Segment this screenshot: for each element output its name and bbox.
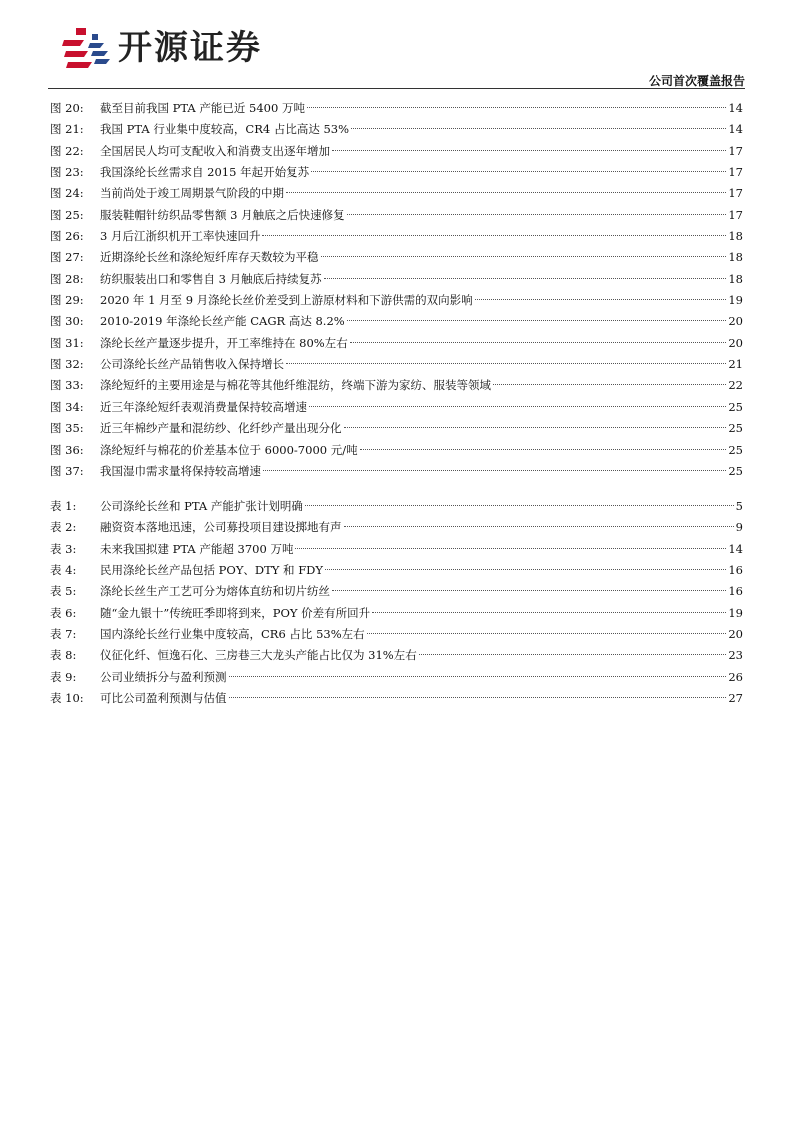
figure-entry-label: 图 21: <box>50 122 84 137</box>
table-entry-page: 23 <box>728 648 743 663</box>
figure-entry-label: 图 23: <box>50 165 84 180</box>
figure-entry-title: 服装鞋帽针纺织品零售额 3 月触底之后快速修复 <box>100 207 345 222</box>
figure-entry[interactable] <box>50 290 743 311</box>
dot-leader <box>229 697 727 698</box>
figure-entry-label: 图 20: <box>50 101 84 115</box>
dot-leader <box>307 107 726 108</box>
dot-leader <box>311 171 726 172</box>
figure-entry-page: 21 <box>728 357 743 372</box>
figure-entry-label: 图 37: <box>50 463 84 478</box>
figure-entry-page: 20 <box>728 314 743 329</box>
table-entry[interactable] <box>50 560 743 581</box>
figure-entry[interactable] <box>50 205 743 226</box>
dot-leader <box>332 590 726 591</box>
table-entry-title: 融资资本落地迅速，公司募投项目建设掷地有声 <box>100 520 342 535</box>
figure-entry-title: 我国涤纶长丝需求自 2015 年起开始复苏 <box>100 165 310 180</box>
figure-entry-label: 图 33: <box>50 378 84 393</box>
dot-leader <box>332 150 726 151</box>
dot-leader <box>324 278 727 279</box>
table-entry-label: 表 6: <box>50 605 77 620</box>
dot-leader <box>360 449 727 450</box>
figure-entry[interactable] <box>50 141 743 162</box>
table-entry[interactable] <box>50 517 743 538</box>
header-divider <box>48 88 745 89</box>
figures-toc <box>50 98 743 482</box>
figure-entry[interactable] <box>50 461 743 482</box>
table-entry-title: 公司业绩拆分与盈利预测 <box>100 669 227 684</box>
table-entry-label: 表 3: <box>50 541 77 556</box>
figure-entry-title: 全国居民人均可支配收入和消费支出逐年增加 <box>100 143 330 158</box>
table-entry-label: 表 5: <box>50 584 77 599</box>
figure-entry-title: 截至目前我国 PTA 产能已近 5400 万吨 <box>100 101 305 115</box>
figure-entry[interactable] <box>50 98 743 119</box>
dot-leader <box>347 320 727 321</box>
figure-entry-page: 20 <box>728 335 743 350</box>
figure-entry-page: 18 <box>728 271 743 286</box>
figure-entry[interactable] <box>50 418 743 439</box>
figure-entry-page: 17 <box>728 143 743 158</box>
table-entry[interactable] <box>50 539 743 560</box>
dot-leader <box>475 299 727 300</box>
figure-entry-page: 25 <box>728 421 743 436</box>
figure-entry-page: 17 <box>728 186 743 201</box>
table-entry[interactable] <box>50 667 743 688</box>
figure-entry[interactable] <box>50 162 743 183</box>
table-entry-label: 表 10: <box>50 691 84 706</box>
dot-leader <box>419 654 727 655</box>
figure-entry-page: 18 <box>728 229 743 244</box>
page-header <box>0 0 793 90</box>
figure-entry-page: 17 <box>728 165 743 180</box>
table-entry-page: 27 <box>728 691 743 706</box>
table-entry-label: 表 2: <box>50 520 77 535</box>
figure-entry-title: 2010-2019 年涤纶长丝产能 CAGR 高达 8.2% <box>100 314 345 329</box>
table-entry-title: 涤纶长丝生产工艺可分为熔体直纺和切片纺丝 <box>100 584 330 599</box>
figure-entry-page: 25 <box>728 463 743 478</box>
table-entry-title: 国内涤纶长丝行业集中度较高，CR6 占比 53%左右 <box>100 627 365 642</box>
dot-leader <box>309 406 726 407</box>
table-entry[interactable] <box>50 496 743 517</box>
figure-entry[interactable] <box>50 226 743 247</box>
figure-entry-page: 14 <box>728 122 743 137</box>
table-entry-page: 20 <box>728 627 743 642</box>
table-entry[interactable] <box>50 624 743 645</box>
figure-entry-label: 图 34: <box>50 399 84 414</box>
figure-entry[interactable] <box>50 333 743 354</box>
table-entry-page: 9 <box>735 520 743 535</box>
report-type-label: 公司首次覆盖报告 <box>648 74 745 88</box>
dot-leader <box>351 128 726 129</box>
figure-entry[interactable] <box>50 183 743 204</box>
figure-entry-title: 3 月后江浙织机开工率快速回升 <box>100 229 261 244</box>
figure-entry-page: 18 <box>728 250 743 265</box>
figure-entry-label: 图 22: <box>50 143 84 158</box>
logo-mark-icon <box>62 26 110 70</box>
figure-entry-title: 我国湿巾需求量将保持较高增速 <box>100 463 261 478</box>
figure-entry-title: 近三年涤纶短纤表观消费量保持较高增速 <box>100 399 307 414</box>
logo-text: 开源证券 <box>118 28 262 68</box>
figure-entry[interactable] <box>50 397 743 418</box>
figure-entry-page: 22 <box>728 378 743 393</box>
figure-entry-label: 图 24: <box>50 186 84 201</box>
figure-entry[interactable] <box>50 311 743 332</box>
dot-leader <box>493 384 726 385</box>
table-entry-page: 16 <box>728 563 743 578</box>
dot-leader <box>305 505 734 506</box>
table-entry[interactable] <box>50 603 743 624</box>
figure-entry-label: 图 29: <box>50 293 84 308</box>
figure-entry-label: 图 27: <box>50 250 84 265</box>
figure-entry-title: 我国 PTA 行业集中度较高，CR4 占比高达 53% <box>100 122 350 137</box>
table-entry-title: 未来我国拟建 PTA 产能超 3700 万吨 <box>100 541 294 556</box>
figure-entry-title: 近三年棉纱产量和混纺纱、化纤纱产量出现分化 <box>100 421 342 436</box>
dot-leader <box>262 235 726 236</box>
dot-leader <box>372 612 726 613</box>
table-entry-page: 14 <box>728 541 743 556</box>
tables-toc <box>50 496 743 709</box>
dot-leader <box>347 214 727 215</box>
table-entry-page: 16 <box>728 584 743 599</box>
table-entry[interactable] <box>50 645 743 666</box>
table-entry-title: 民用涤纶长丝产品包括 POY、DTY 和 FDY <box>100 563 323 578</box>
figure-entry-title: 涤纶短纤的主要用途是与棉花等其他纤维混纺，终端下游为家纺、服装等领域 <box>100 378 491 393</box>
table-entry-page: 19 <box>728 605 743 620</box>
figure-entry-label: 图 30: <box>50 314 84 329</box>
figure-entry-title: 纺织服装出口和零售自 3 月触底后持续复苏 <box>100 271 322 286</box>
table-entry-title: 随“金九银十”传统旺季即将到来，POY 价差有所回升 <box>100 605 371 620</box>
figure-entry-label: 图 36: <box>50 442 84 457</box>
dot-leader <box>286 192 726 193</box>
dot-leader <box>325 569 726 570</box>
dot-leader <box>286 363 726 364</box>
figure-entry-page: 25 <box>728 442 743 457</box>
table-entry-title: 仪征化纤、恒逸石化、三房巷三大龙头产能占比仅为 31%左右 <box>100 648 417 663</box>
dot-leader <box>295 548 726 549</box>
figure-entry-title: 当前尚处于竣工周期景气阶段的中期 <box>100 186 284 201</box>
dot-leader <box>263 470 726 471</box>
figure-entry[interactable] <box>50 440 743 461</box>
figure-entry-label: 图 28: <box>50 271 84 286</box>
figure-entry-page: 25 <box>728 399 743 414</box>
figure-entry-page: 14 <box>728 101 743 115</box>
figure-entry-page: 19 <box>728 293 743 308</box>
table-entry-title: 可比公司盈利预测与估值 <box>100 691 227 706</box>
dot-leader <box>321 256 727 257</box>
figure-entry-label: 图 26: <box>50 229 84 244</box>
figure-entry-title: 涤纶短纤与棉花的价差基本位于 6000-7000 元/吨 <box>100 442 358 457</box>
table-entry-title: 公司涤纶长丝和 PTA 产能扩张计划明确 <box>100 499 303 513</box>
table-entry-page: 5 <box>735 499 743 513</box>
figure-entry-label: 图 35: <box>50 421 84 436</box>
figure-entry[interactable] <box>50 269 743 290</box>
brand-logo <box>62 26 262 70</box>
figure-entry-label: 图 32: <box>50 357 84 372</box>
table-entry-label: 表 9: <box>50 669 77 684</box>
table-entry[interactable] <box>50 688 743 709</box>
dot-leader <box>344 427 727 428</box>
figure-entry-page: 17 <box>728 207 743 222</box>
figure-entry-title: 公司涤纶长丝产品销售收入保持增长 <box>100 357 284 372</box>
table-entry[interactable] <box>50 581 743 602</box>
dot-leader <box>344 526 734 527</box>
table-entry-label: 表 8: <box>50 648 77 663</box>
figure-entry-title: 近期涤纶长丝和涤纶短纤库存天数较为平稳 <box>100 250 319 265</box>
figure-entry-label: 图 31: <box>50 335 84 350</box>
table-entry-label: 表 1: <box>50 499 77 513</box>
table-entry-page: 26 <box>728 669 743 684</box>
figure-entry[interactable] <box>50 247 743 268</box>
dot-leader <box>350 342 727 343</box>
figure-entry-title: 2020 年 1 月至 9 月涤纶长丝价差受到上游原材料和下游供需的双向影响 <box>100 293 473 308</box>
table-entry-label: 表 4: <box>50 563 77 578</box>
figure-entry-title: 涤纶长丝产量逐步提升，开工率维持在 80%左右 <box>100 335 348 350</box>
figure-entry[interactable] <box>50 119 743 140</box>
figure-entry[interactable] <box>50 375 743 396</box>
figure-entry[interactable] <box>50 354 743 375</box>
dot-leader <box>229 676 727 677</box>
table-entry-label: 表 7: <box>50 627 77 642</box>
figure-entry-label: 图 25: <box>50 207 84 222</box>
dot-leader <box>367 633 727 634</box>
